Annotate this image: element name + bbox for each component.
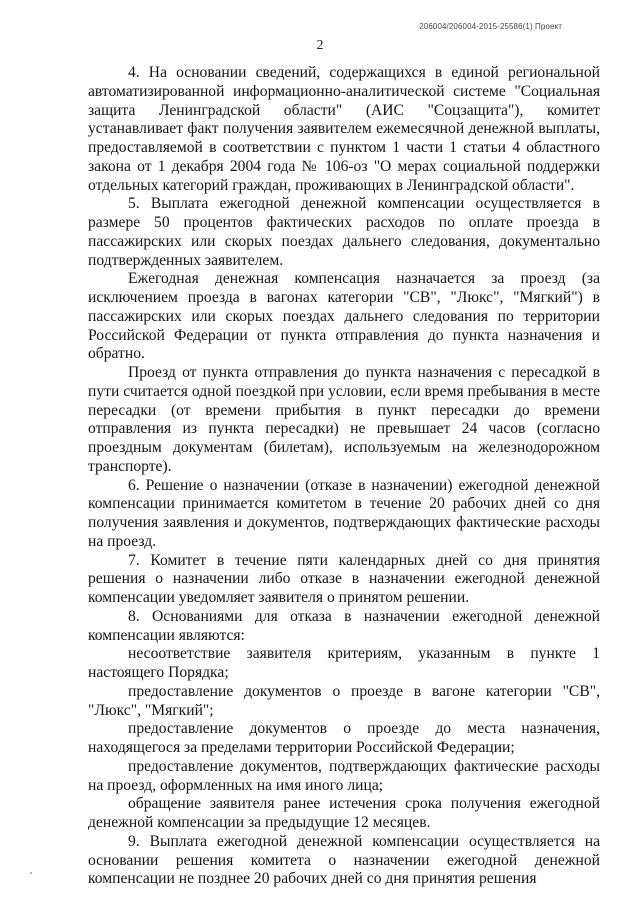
refusal-reason-car-category: предоставление документов о проезде в вагоне категории "СВ", "Люкс", "Мягкий"; — [88, 682, 600, 719]
scan-artifact — [30, 872, 32, 874]
refusal-reason-other-person: предоставление документов, подтверждающих фактические расходы на проезд, оформленных на имя иного лица; — [88, 757, 600, 794]
paragraph-6: 6. Решение о назначении (отказе в назначении) ежегодной денежной компенсации принимается комитетом в течение 20 рабочих дней со дня получения заявления и документов, подтверждающих фактические расходы на проезд. — [88, 476, 600, 550]
document-body — [88, 64, 600, 889]
paragraph-7: 7. Комитет в течение пяти календарных дней со дня принятия решения о назначении либо отказе в назначении ежегодной денежной компенсации уведомляет заявителя о принятом решении. — [88, 551, 600, 606]
paragraph-9: 9. Выплата ежегодной денежной компенсации осуществляется на основании решения комитета о назначении ежегодной денежной компенсации не позднее 20 рабочих дней со дня принятия решения — [88, 832, 600, 888]
refusal-reason-early-request: обращение заявителя ранее истечения срока получения ежегодной денежной компенсации за предыдущие 12 месяцев. — [88, 795, 600, 831]
paragraph-4: 4. На основании сведений, содержащихся в единой региональной автоматизированной информационно-аналитической системе "Социальная защита Ленинградской области" (АИС "Соцзащита"), комитет устанавливает факт получения заявителем ежемесячной денежной выплаты, предоставляемой в соответствии с пунктом 1 части 1 статьи 4 областного закона от 1 декабря 2004 года № 106-оз "О мерах социальной поддержки отдельных категорий граждан, проживающих в Ленинградской области". — [88, 64, 600, 194]
paragraph-8: 8. Основаниями для отказа в назначении ежегодной денежной компенсации являются: — [88, 607, 600, 644]
page-number: 2 — [316, 38, 324, 53]
refusal-reason-criteria: несоответствие заявителя критериям, указанным в пункте 1 настоящего Порядка; — [88, 645, 600, 681]
paragraph-5-transfer-rule: Проезд от пункта отправления до пункта назначения с пересадкой в пути считается одной поездкой при условии, если время пребывания в месте пересадки (от времени прибытия в пункт пересадки до времени отправления из пункта пересадки) не превышает 24 часов (согласно проездным документам (билетам), используемым на железнодорожном транспорте). — [88, 364, 600, 475]
paragraph-5: 5. Выплата ежегодной денежной компенсации осуществляется в размере 50 процентов фактических расходов по оплате проезда в пассажирских или скорых поездах дальнего следования, документально подтвержденных заявителем. — [88, 195, 600, 269]
document-reference: 206004/206004-2015-25586(1) Проект — [419, 22, 562, 31]
paragraph-5-compensation-scope: Ежегодная денежная компенсация назначается за проезд (за исключением проезда в вагонах категории "СВ", "Люкс", "Мягкий") в пассажирских или скорых поездах дальнего следования по территории Российской Федерации от пункта отправления до пункта назначения и обратно. — [88, 270, 600, 363]
refusal-reason-outside-territory: предоставление документов о проезде до места назначения, находящегося за пределами территории Российской Федерации; — [88, 720, 600, 756]
